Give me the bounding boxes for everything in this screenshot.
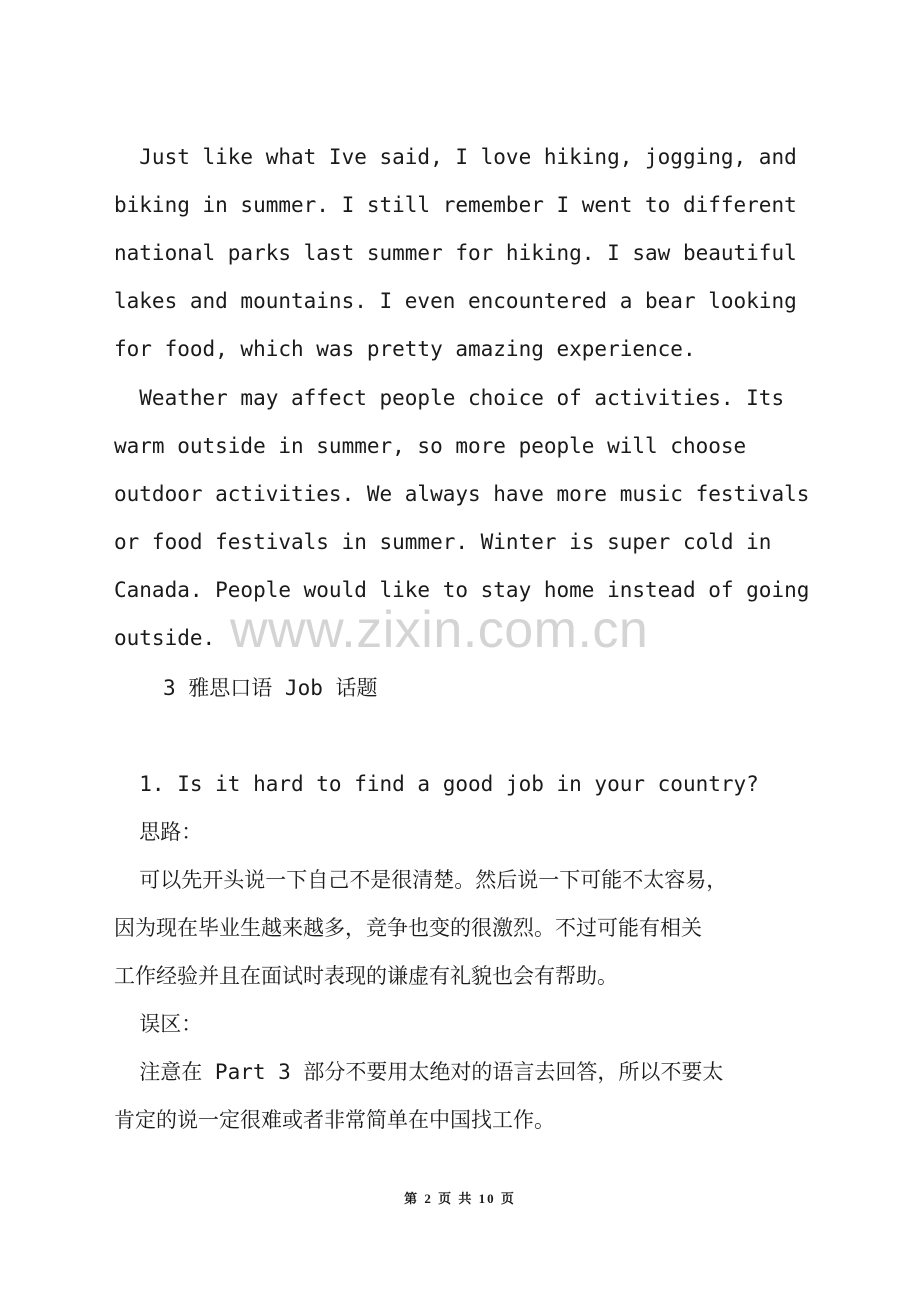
text-line: 肯定的说一定很难或者非常简单在中国找工作。: [114, 1108, 555, 1132]
text-line: 注意在 Part 3 部分不要用太绝对的语言去回答，所以不要太: [114, 1060, 724, 1084]
text-line: for food, which was pretty amazing experience.: [114, 337, 696, 361]
text-line: outdoor activities. We always have more music festivals: [114, 482, 810, 506]
text-line: Just like what Ive said, I love hiking, jogging, and: [114, 145, 797, 169]
paragraph-summer-activities: [114, 133, 814, 373]
text-line: lakes and mountains. I even encountered a bear looking: [114, 289, 797, 313]
idea-label: 思路：: [114, 820, 203, 844]
watermark: www.zixin.com.cn: [230, 601, 649, 659]
text-line: warm outside in summer, so more people will choose: [114, 434, 747, 458]
text-line: biking in summer. I still remember I went to different: [114, 193, 797, 217]
page-footer: 第 2 页 共 10 页: [404, 1191, 516, 1206]
text-line: national parks last summer for hiking. I saw beautiful: [114, 241, 797, 265]
text-line: or food festivals in summer. Winter is super cold in: [114, 530, 772, 554]
question: [114, 760, 814, 1144]
paragraph-weather: [114, 374, 814, 662]
text-line: 可以先开头说一下自己不是很清楚。然后说一下可能不太容易，: [114, 868, 728, 892]
text-line: outside.: [114, 626, 216, 650]
text-line: 工作经验并且在面试时表现的谦虚有礼貌也会有帮助。: [114, 964, 618, 988]
text-line: Canada. People would like to stay home instead of going: [114, 578, 810, 602]
mistake-label: 误区：: [114, 1012, 203, 1036]
question-text: 1. Is it hard to find a good job in your country?: [114, 772, 759, 796]
section-heading: 3 雅思口语 Job 话题: [163, 676, 378, 700]
text-line: 因为现在毕业生越来越多，竞争也变的很激烈。不过可能有相关: [114, 916, 702, 940]
text-line: Weather may affect people choice of activities. Its: [114, 386, 785, 410]
